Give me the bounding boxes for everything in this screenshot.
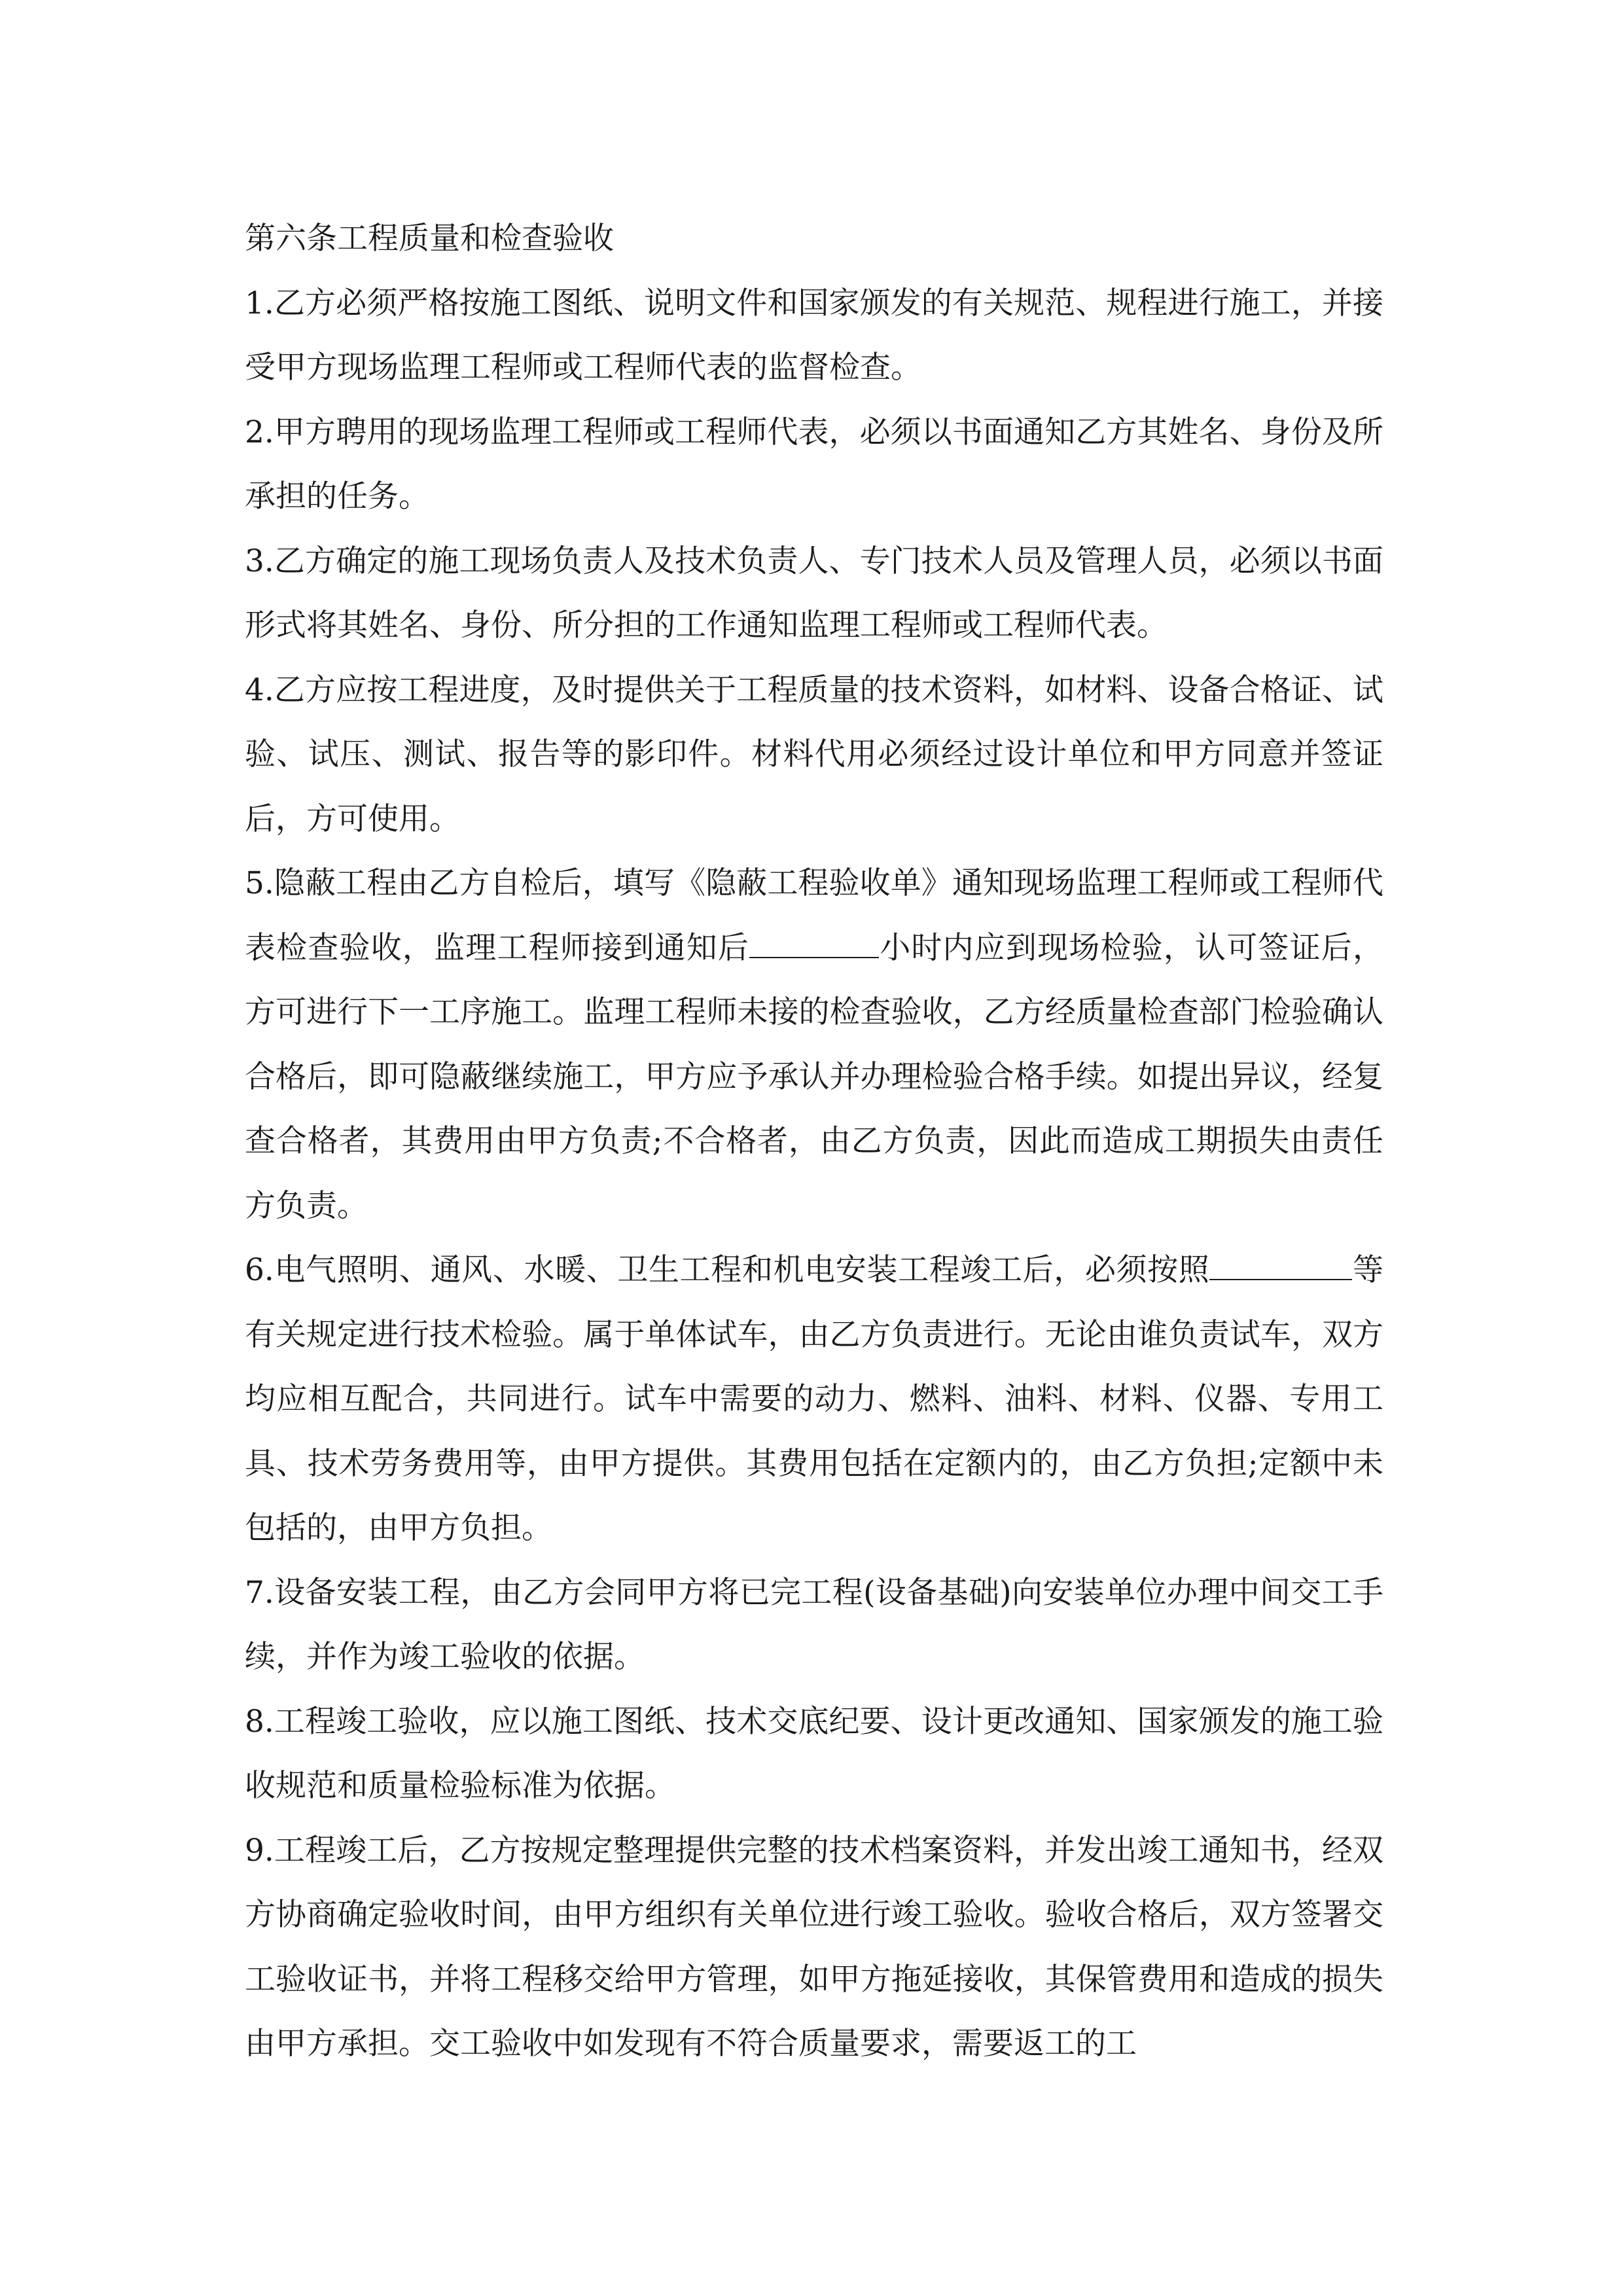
fill-in-blank-hours (749, 931, 879, 958)
clause-3: 3.乙方确定的施工现场负责人及技术负责人、专门技术人员及管理人员，必须以书面形式将其姓名、身份、所分担的工作通知监理工程师或工程师代表。 (245, 543, 1383, 643)
clause-6 (245, 1238, 1383, 1561)
document-body (245, 207, 1383, 2077)
clause-4: 4.乙方应按工程进度，及时提供关于工程质量的技术资料，如材料、设备合格证、试验、试压、测试、报告等的影印件。材料代用必须经过设计单位和甲方同意并签证后，方可使用。 (245, 672, 1383, 837)
clause-7: 7.设备安装工程，由乙方会同甲方将已完工程(设备基础)向安装单位办理中间交工手续，并作为竣工验收的依据。 (245, 1574, 1383, 1675)
clause-5-part-1: 5.隐蔽工程由乙方自检后，填写《隐蔽工程验收单》通知现场监理工程师或工程师代表检查验收，监理工程师接到通知后 (245, 865, 1383, 966)
clause-2: 2.甲方聘用的现场监理工程师或工程师代表，必须以书面通知乙方其姓名、身份及所承担的任务。 (245, 414, 1383, 514)
clause-9: 9.工程竣工后，乙方按规定整理提供完整的技术档案资料，并发出竣工通知书，经双方协商确定验收时间，由甲方组织有关单位进行竣工验收。验收合格后，双方签署交工验收证书，并将工程移交给甲方管理，如甲方拖延接收，其保管费用和造成的损失由甲方承担。交工验收中如发现有不符合质量要求，需要返工的工 (245, 1832, 1383, 2062)
clause-8: 8.工程竣工验收，应以施工图纸、技术交底纪要、设计更改通知、国家颁发的施工验收规范和质量检验标准为依据。 (245, 1703, 1383, 1804)
clause-6-part-2: 等有关规定进行技术检验。属于单体试车，由乙方负责进行。无论由谁负责试车，双方均应相互配合，共同进行。试车中需要的动力、燃料、油料、材料、仪器、专用工具、技术劳务费用等，由甲方提供。其费用包括在定额内的，由乙方负担;定额中未包括的，由甲方负担。 (245, 1252, 1384, 1546)
fill-in-blank-standard (1209, 1253, 1352, 1280)
clause-6-part-1: 6.电气照明、通风、水暖、卫生工程和机电安装工程竣工后，必须按照 (245, 1252, 1210, 1288)
clause-1: 1.乙方必须严格按施工图纸、说明文件和国家颁发的有关规范、规程进行施工，并接受甲方现场监理工程师或工程师代表的监督检查。 (245, 285, 1383, 386)
clause-5 (245, 852, 1383, 1238)
clause-5-part-2: 小时内应到现场检验，认可签证后，方可进行下一工序施工。监理工程师未接的检查验收，乙方经质量检查部门检验确认合格后，即可隐蔽继续施工，甲方应予承认并办理检验合格手续。如提出异议，经复查合格者，其费用由甲方负责;不合格者，由乙方负责，因此而造成工期损失由责任方负责。 (245, 929, 1383, 1224)
section-heading: 第六条工程质量和检查验收 (245, 221, 614, 257)
